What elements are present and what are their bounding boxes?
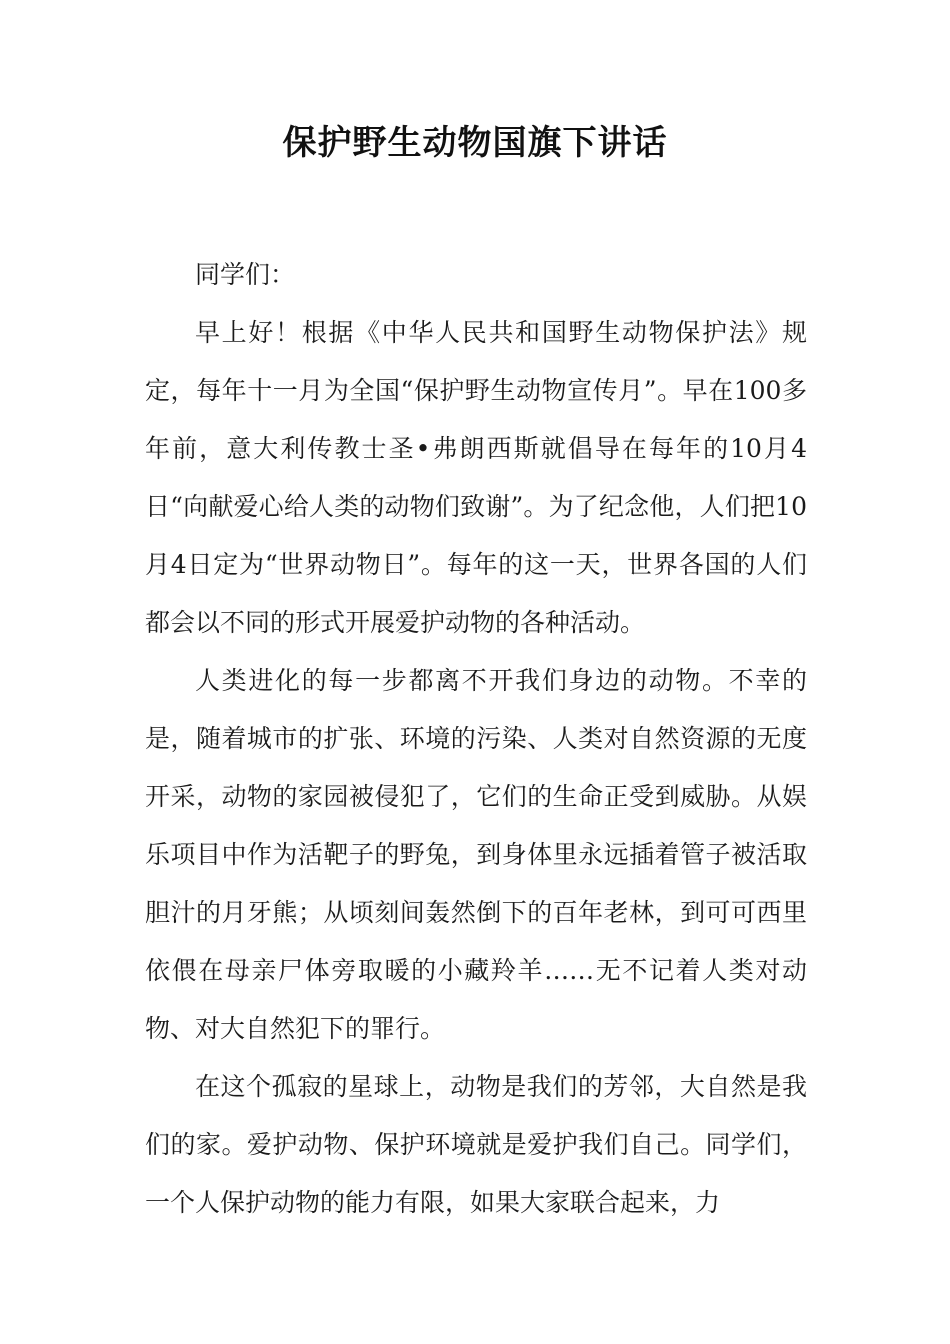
- paragraph-call-to-action: 在这个孤寂的星球上，动物是我们的芳邻，大自然是我们的家。爱护动物、保护环境就是爱护我们自己。同学们，一个人保护动物的能力有限，如果大家联合起来，力: [145, 1072, 807, 1217]
- document-body: [145, 246, 807, 1232]
- document-title: 保护野生动物国旗下讲话: [282, 123, 668, 163]
- salutation: 同学们：: [195, 260, 296, 289]
- paragraph-greeting: 早上好！根据《中华人民共和国野生动物保护法》规定，每年十一月为全国“保护野生动物宣传月”。早在100多年前，意大利传教士圣•弗朗西斯就倡导在每年的10月4日“向献爱心给人类的动物们致谢”。为了纪念他，人们把10月4日定为“世界动物日”。每年的这一天，世界各国的人们都会以不同的形式开展爱护动物的各种活动。: [145, 318, 807, 637]
- paragraph-animals-threatened: 人类进化的每一步都离不开我们身边的动物。不幸的是，随着城市的扩张、环境的污染、人类对自然资源的无度开采，动物的家园被侵犯了，它们的生命正受到威胁。从娱乐项目中作为活靶子的野兔，到身体里永远插着管子被活取胆汁的月牙熊；从顷刻间轰然倒下的百年老林，到可可西里依偎在母亲尸体旁取暖的小藏羚羊……无不记着人类对动物、对大自然犯下的罪行。: [145, 666, 807, 1043]
